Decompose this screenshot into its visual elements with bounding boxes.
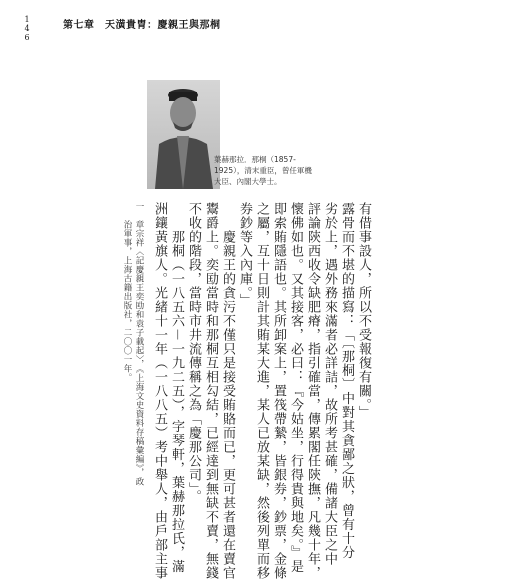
chapter-title: 第七章 天潢貴胄：慶親王與那桐: [63, 20, 221, 31]
body-column: 露骨而不堪的描寫：「〔那桐〕中對其貪鄙之狀，曾有十分: [339, 202, 354, 560]
portrait-photo: [147, 80, 220, 189]
body-column: 慶親王的貪污不僅只是接受賄賂而已，更可甚者還在賣官: [220, 202, 235, 580]
footnote-line: 治軍事，上海古籍出版社，二〇〇一年。: [122, 202, 132, 382]
body-column: 不收的階段，當時市井流傳稱之為「慶那公司」。: [186, 202, 201, 504]
body-column: 那桐（一八五六－一九二五），字琴軒，葉赫那拉氏，滿: [169, 202, 184, 574]
body-column: 洲鑲黃旗人。光緒十一年（一八八五）考中舉人，由戶部主事: [152, 202, 167, 580]
page-number: 146: [24, 15, 30, 42]
photo-caption: 葉赫那拉．那桐（1857-1925），清末重臣，曾任軍機大臣、內閣大學士。: [214, 155, 312, 186]
portrait-photo-icon: [147, 80, 220, 189]
footnote-line: 一 章宗祥〈記慶親王奕劻和袁子載起〉，《上海文史資料存稿彙編》，政: [134, 202, 144, 487]
body-column: 之屬，互十日則計其賄某大進，某人已放某缺，然後列單而移: [254, 202, 269, 580]
body-column: 即索賄隱語也。其所卸案上，置筏帶縶，皆銀券，鈔票，金條: [271, 202, 286, 580]
body-column: 有借事設人，所以不受報復有關。」: [356, 202, 371, 420]
body-column: 券鈔等入內庫。」: [237, 202, 252, 308]
body-column: 懷佛如也。又其接客，必曰：『今姑坐，行得貴與地矣。』是: [288, 202, 303, 574]
body-column: 劣於上，遇外務來滿者必詳詰，故所考甚確，備諸大臣之中: [322, 202, 337, 566]
body-column: 評論陝西收令缺肥瘠，指引確當，傳累閣任陝撫，凡幾十年，: [305, 202, 320, 580]
body-column: 鬻爵上。奕劻當時和那桐互相勾結，已經達到無缺不賣，無錢: [203, 202, 218, 580]
